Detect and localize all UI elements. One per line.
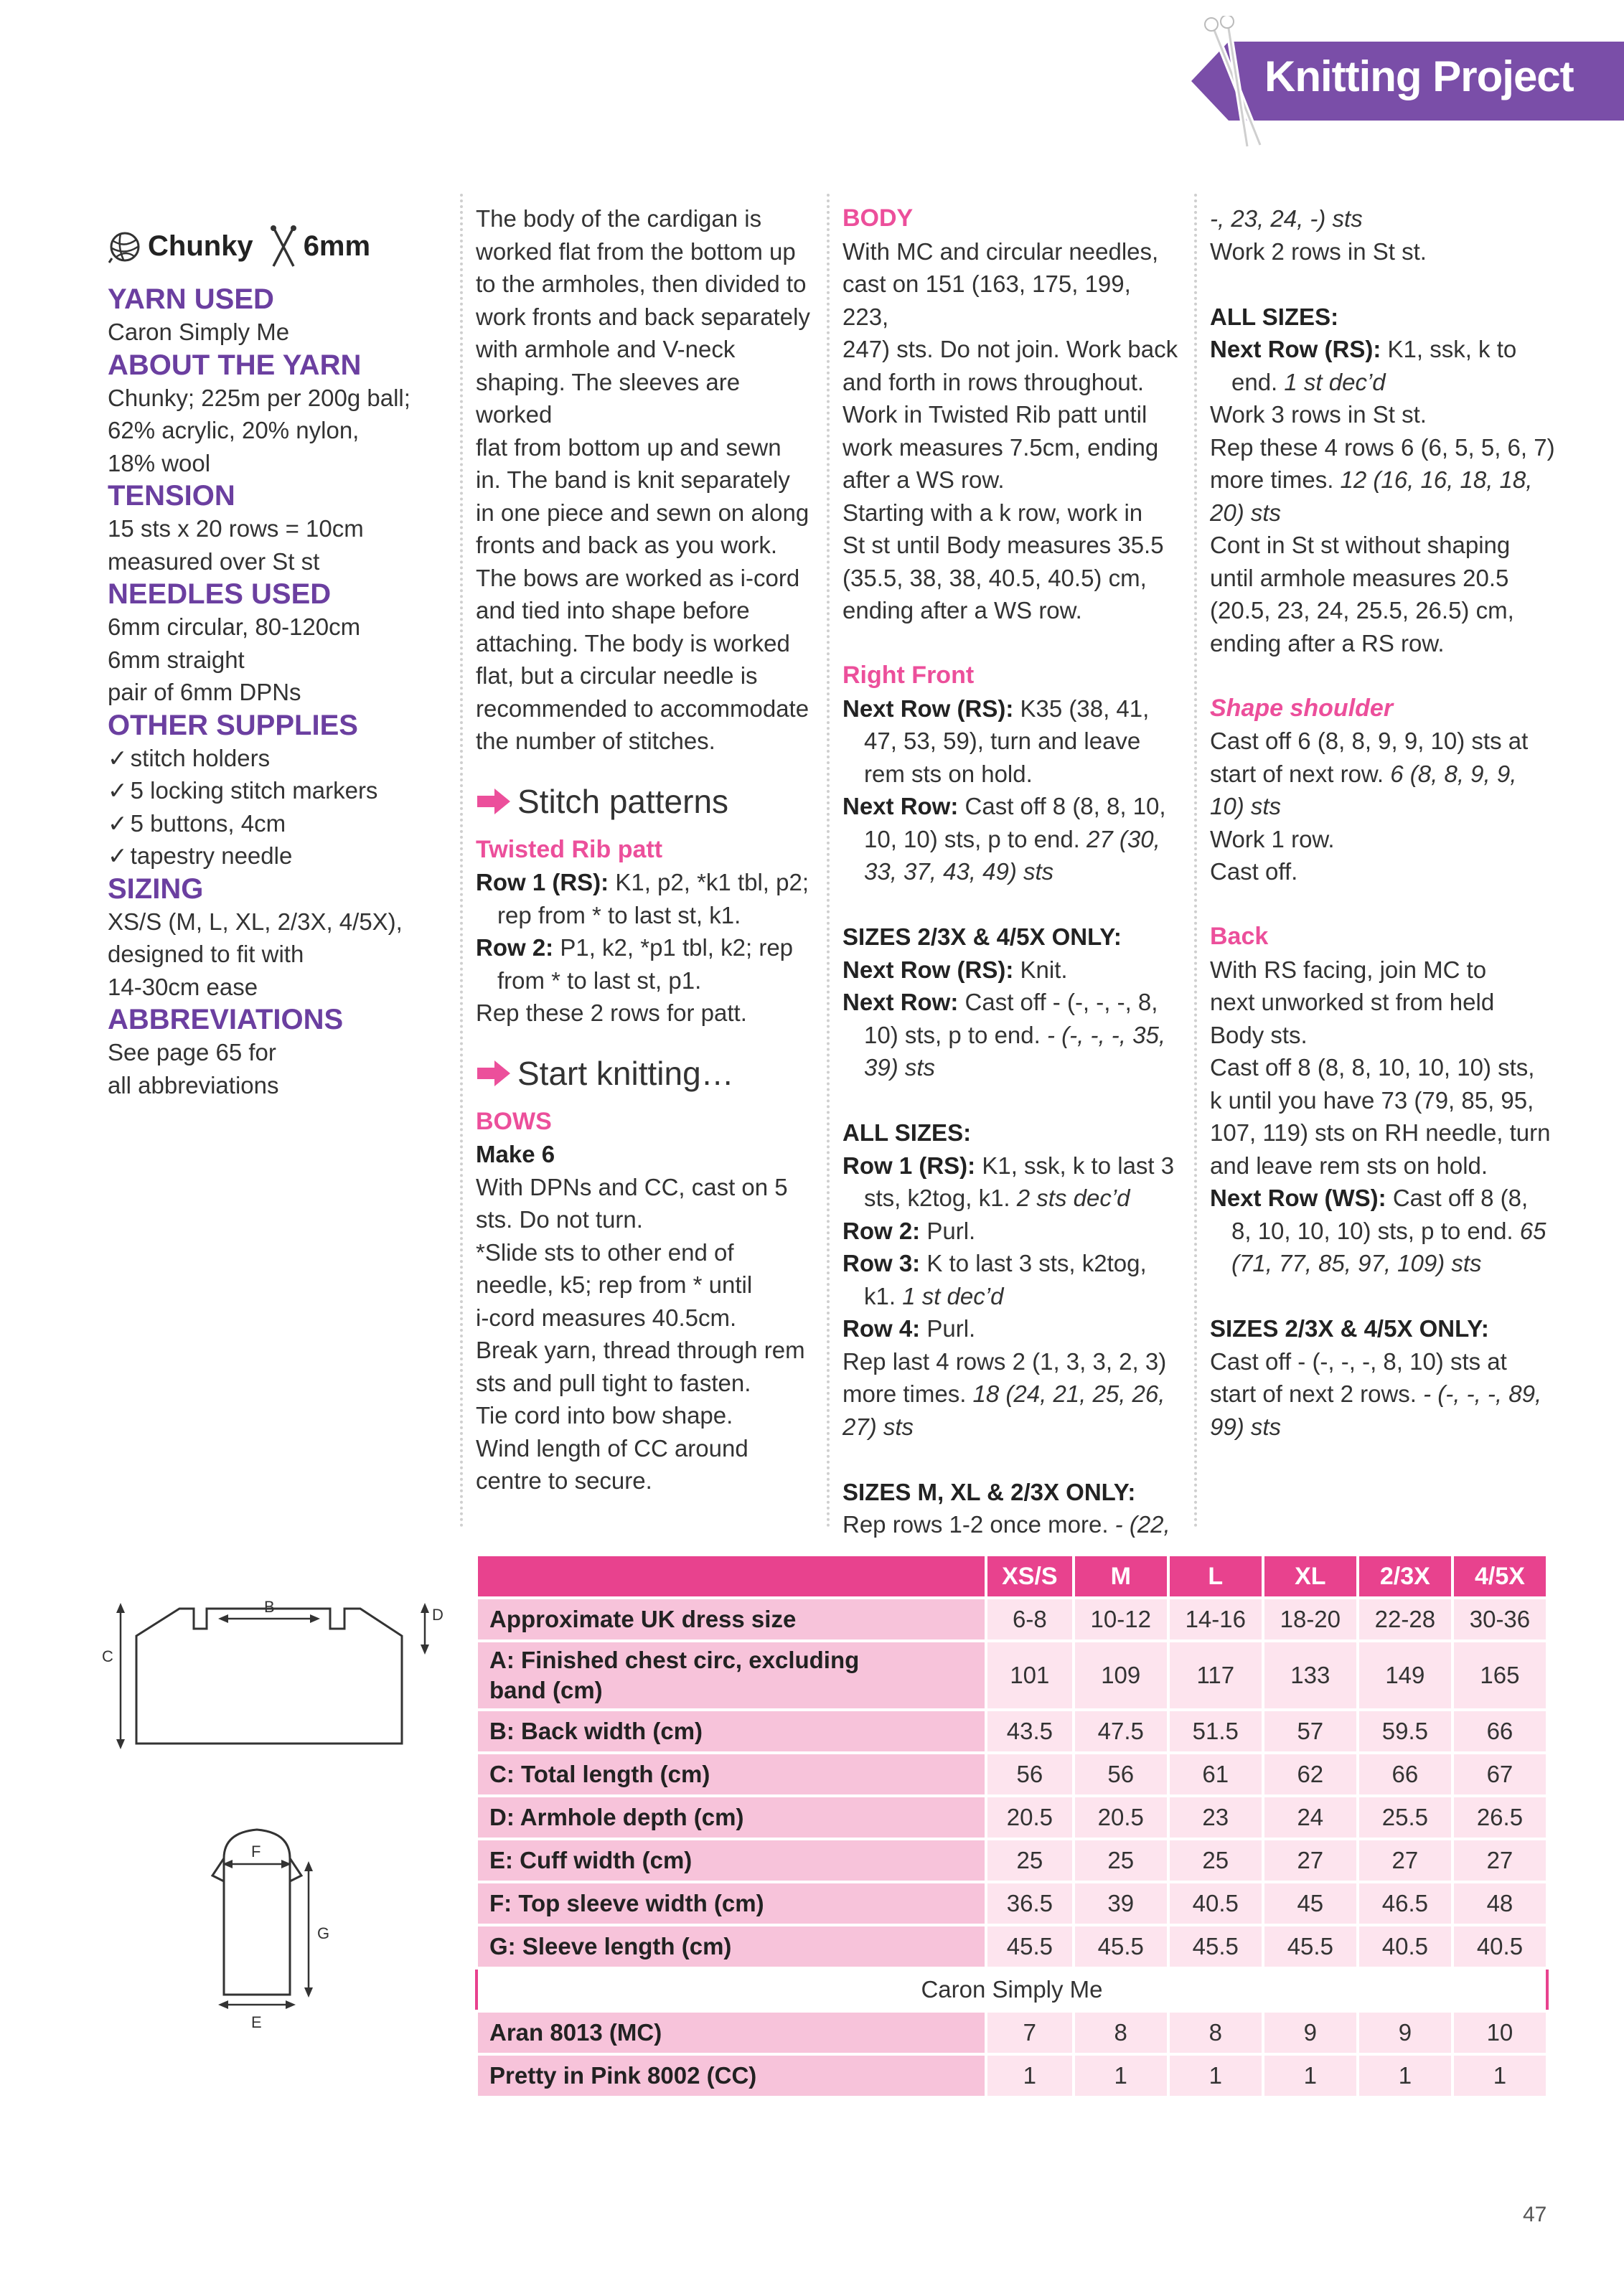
table-cell: 27 <box>1452 1839 1547 1882</box>
column-divider <box>460 194 463 1528</box>
body-line: and forth in rows throughout. <box>842 368 1145 395</box>
row-label: F: Top sleeve width (cm) <box>477 1882 986 1925</box>
bows-line: Tie cord into bow shape. <box>476 1402 733 1429</box>
intro-line: The bows are worked as i-cord <box>476 564 800 591</box>
table-row <box>477 1882 1547 1925</box>
size-table <box>475 1553 1549 2099</box>
row-instruction-cont: sts, k2tog, k1. 2 sts dec’d <box>864 1185 1130 1211</box>
intro-line: and tied into shape before <box>476 597 750 624</box>
bows-line: i-cord measures 40.5cm. <box>476 1304 737 1331</box>
table-cell: 45.5 <box>1074 1925 1168 1968</box>
shoulder-line: Cast off 6 (8, 8, 9, 9, 10) sts at <box>1210 728 1529 754</box>
sleeve-schematic <box>194 1815 366 2031</box>
back-line: k until you have 73 (79, 85, 95, <box>1210 1086 1534 1114</box>
bows-heading: BOWS <box>476 1107 552 1135</box>
diagram-label-f: F <box>251 1843 261 1860</box>
table-cell: 1 <box>1263 2054 1358 2097</box>
table-cell: 14-16 <box>1168 1598 1263 1641</box>
arrow-right-icon <box>476 1059 512 1088</box>
rep-line: 20) sts <box>1210 499 1282 526</box>
cont-line: until armhole measures 20.5 <box>1210 564 1509 591</box>
intro-line: worked flat from the bottom up <box>476 237 796 265</box>
size-header: XL <box>1263 1555 1358 1598</box>
table-cell: 10-12 <box>1074 1598 1168 1641</box>
row-instruction-cont: 47, 53, 59), turn and leave <box>864 728 1141 754</box>
table-cell: 1 <box>986 2054 1074 2097</box>
section-heading: SIZING <box>108 872 204 905</box>
bows-line: With DPNs and CC, cast on 5 <box>476 1173 788 1200</box>
table-cell: 40.5 <box>1358 1925 1452 1968</box>
intro-line: to the armholes, then divided to <box>476 270 807 297</box>
diagram-label-d: D <box>432 1606 443 1624</box>
bows-line: Wind length of CC around <box>476 1434 748 1462</box>
body-schematic <box>86 1550 459 1779</box>
column-divider <box>827 194 830 1528</box>
work-line: Work 1 row. <box>1210 825 1335 852</box>
section-heading: NEEDLES USED <box>108 578 332 610</box>
intro-line: recommended to accommodate <box>476 695 809 722</box>
sizing-line: designed to fit with <box>108 941 304 967</box>
body-line: (35.5, 38, 38, 40.5, 40.5) cm, <box>842 564 1147 591</box>
table-cell: 8 <box>1168 2011 1263 2054</box>
bows-line: sts and pull tight to fasten. <box>476 1369 751 1396</box>
bows-line: Break yarn, thread through rem <box>476 1337 805 1363</box>
diagram-label-c: C <box>102 1647 113 1665</box>
table-cell: 66 <box>1452 1710 1547 1753</box>
table-row <box>477 1598 1547 1641</box>
intro-line: attaching. The body is worked <box>476 629 790 657</box>
back-line: Body sts. <box>1210 1021 1308 1048</box>
abbrev-line: See page 65 for <box>108 1039 276 1065</box>
cont-line: (20.5, 23, 24, 25.5, 26.5) cm, <box>1210 597 1514 624</box>
table-cell: 56 <box>1074 1753 1168 1796</box>
about-yarn-line: Chunky; 225m per 200g ball; <box>108 384 410 411</box>
abbrev-line: all abbreviations <box>108 1071 279 1098</box>
table-cell: 43.5 <box>986 1710 1074 1753</box>
intro-line: with armhole and V-neck <box>476 336 736 362</box>
size-header: 4/5X <box>1452 1555 1547 1598</box>
table-cell: 40.5 <box>1452 1925 1547 1968</box>
check-icon: ✓ <box>108 777 128 804</box>
needles-line: 6mm circular, 80-120cm <box>108 613 361 640</box>
supply-item: ✓ stitch holders <box>108 744 271 771</box>
rep-line: 27) sts <box>842 1413 914 1440</box>
table-cell: 109 <box>1074 1641 1168 1710</box>
body-line: cast on 151 (163, 175, 199, 223, <box>842 270 1131 330</box>
intro-line: in one piece and sewn on along <box>476 499 809 526</box>
table-cell: 26.5 <box>1452 1796 1547 1839</box>
row-instruction-cont: end. 1 st dec’d <box>1231 368 1386 395</box>
intro-line: The body of the cardigan is <box>476 205 762 232</box>
section-heading: YARN USED <box>108 283 274 315</box>
table-row <box>477 1641 1547 1710</box>
cont-line: Cont in St st without shaping <box>1210 532 1511 558</box>
table-cell: 1 <box>1168 2054 1263 2097</box>
table-cell: 40.5 <box>1168 1882 1263 1925</box>
sizing-line: XS/S (M, L, XL, 2/3X, 4/5X), <box>108 908 403 935</box>
table-cell: 59.5 <box>1358 1710 1452 1753</box>
table-cell: 61 <box>1168 1753 1263 1796</box>
sizes-heading: SIZES 2/3X & 4/5X ONLY: <box>842 923 1122 950</box>
table-row <box>477 1753 1547 1796</box>
body-line: after a WS row. <box>842 466 1005 493</box>
rep-line: more times. 12 (16, 16, 18, 18, <box>1210 466 1533 493</box>
rep-patt: Rep these 2 rows for patt. <box>476 999 747 1026</box>
start-knitting-heading: Start knitting… <box>476 1051 812 1096</box>
row-instruction: Row 4: Purl. <box>842 1315 976 1342</box>
table-cell: 48 <box>1452 1882 1547 1925</box>
table-cell: 66 <box>1358 1753 1452 1796</box>
stitch-patterns-heading: Stitch patterns <box>476 779 812 824</box>
row-label: Approximate UK dress size <box>477 1598 986 1641</box>
table-cell: 30-36 <box>1452 1598 1547 1641</box>
table-row <box>477 2011 1547 2054</box>
row-instruction: Row 2: Purl. <box>842 1217 976 1244</box>
right-front-heading: Right Front <box>842 662 975 689</box>
diagram-label-b: B <box>264 1598 275 1616</box>
row-label: A: Finished chest circ, excluding band (cm) <box>477 1641 986 1710</box>
row-label: Pretty in Pink 8002 (CC) <box>477 2054 986 2097</box>
rep-line: more times. 18 (24, 21, 25, 26, <box>842 1380 1165 1407</box>
table-cell: 67 <box>1452 1753 1547 1796</box>
size-header: M <box>1074 1555 1168 1598</box>
sizing-line: 14-30cm ease <box>108 973 258 1000</box>
cont-line: ending after a RS row. <box>1210 629 1445 657</box>
diagram-label-g: G <box>317 1924 330 1942</box>
supply-item: ✓ tapestry needle <box>108 842 293 869</box>
body-line: Work in Twisted Rib patt until <box>842 401 1147 428</box>
rep-line: Rep rows 1-2 once more. - (22, <box>842 1511 1170 1538</box>
tension-line: 15 sts x 20 rows = 10cm <box>108 515 364 542</box>
row-instruction: Next Row: Cast off - (-, -, -, 8, <box>842 989 1158 1015</box>
table-header-row <box>477 1555 1547 1598</box>
work-line: Cast off. <box>1210 858 1298 885</box>
row-label: C: Total length (cm) <box>477 1753 986 1796</box>
row-instruction: Next Row (WS): Cast off 8 (8, <box>1210 1185 1529 1211</box>
table-cell: 9 <box>1263 2011 1358 2054</box>
arrow-right-icon <box>476 787 512 816</box>
sidebar-column <box>108 202 423 1101</box>
table-cell: 101 <box>986 1641 1074 1710</box>
sizes-line: Cast off - (-, -, -, 8, 10) sts at <box>1210 1347 1507 1375</box>
section-heading: ABBREVIATIONS <box>108 1004 344 1035</box>
intro-line: in. The band is knit separately <box>476 466 790 493</box>
intro-column <box>476 202 812 1497</box>
table-cell: 36.5 <box>986 1882 1074 1925</box>
section-heading: ABOUT THE YARN <box>108 349 362 381</box>
shape-shoulder-heading: Shape shoulder <box>1210 694 1394 722</box>
table-cell: 133 <box>1263 1641 1358 1710</box>
table-cell: 39 <box>1074 1882 1168 1925</box>
needles-icon <box>268 225 299 269</box>
row-instruction-cont: 39) sts <box>864 1054 936 1081</box>
body-line: St st until Body measures 35.5 <box>842 532 1164 558</box>
continued-line: -, 23, 24, -) sts <box>1210 205 1363 232</box>
table-cell: 45.5 <box>1168 1925 1263 1968</box>
row-instruction-cont: 10, 10) sts, p to end. 27 (30, <box>864 825 1160 852</box>
row-label: G: Sleeve length (cm) <box>477 1925 986 1968</box>
row-label: B: Back width (cm) <box>477 1710 986 1753</box>
work-line: Work 3 rows in St st. <box>1210 401 1427 428</box>
row-instruction: Next Row: Cast off 8 (8, 8, 10, <box>842 793 1166 819</box>
row-instruction: Row 2: P1, k2, *p1 tbl, k2; rep <box>476 934 794 961</box>
row-instruction-cont: 8, 10, 10, 10) sts, p to end. 65 <box>1231 1217 1546 1244</box>
table-corner <box>477 1555 986 1598</box>
intro-line: flat from bottom up and sewn <box>476 433 782 461</box>
table-row <box>477 1925 1547 1968</box>
check-icon: ✓ <box>108 744 128 771</box>
table-cell: 1 <box>1452 2054 1547 2097</box>
intro-line: flat, but a circular needle is <box>476 662 758 689</box>
work-line: Work 2 rows in St st. <box>1210 237 1427 265</box>
sizes-heading: SIZES M, XL & 2/3X ONLY: <box>842 1478 1136 1505</box>
intro-line: fronts and back as you work. <box>476 532 778 558</box>
all-sizes-heading: ALL SIZES: <box>842 1119 972 1146</box>
table-row <box>477 1710 1547 1753</box>
table-row <box>477 2054 1547 2097</box>
table-cell: 23 <box>1168 1796 1263 1839</box>
section-heading: TENSION <box>108 480 235 512</box>
table-row <box>477 1796 1547 1839</box>
body-line: work measures 7.5cm, ending <box>842 433 1159 461</box>
all-sizes-heading: ALL SIZES: <box>1210 303 1339 330</box>
table-cell: 25 <box>986 1839 1074 1882</box>
rep-line: Rep these 4 rows 6 (6, 5, 5, 6, 7) <box>1210 433 1555 461</box>
row-instruction: Next Row (RS): K1, ssk, k to <box>1210 336 1517 362</box>
table-row <box>477 1839 1547 1882</box>
sizes-line: 99) sts <box>1210 1413 1282 1440</box>
table-cell: 56 <box>986 1753 1074 1796</box>
table-cell: 117 <box>1168 1641 1263 1710</box>
table-cell: 51.5 <box>1168 1710 1263 1753</box>
row-instruction-cont: (71, 77, 85, 97, 109) sts <box>1231 1250 1482 1276</box>
bows-line: sts. Do not turn. <box>476 1206 643 1233</box>
about-yarn-line: 18% wool <box>108 449 211 476</box>
sizes-heading: SIZES 2/3X & 4/5X ONLY: <box>1210 1315 1489 1342</box>
body-line: Starting with a k row, work in <box>842 499 1143 526</box>
diagram-label-e: E <box>251 2013 262 2031</box>
table-cell: 27 <box>1263 1839 1358 1882</box>
twisted-rib-heading: Twisted Rib patt <box>476 835 663 863</box>
table-cell: 8 <box>1074 2011 1168 2054</box>
bows-line: needle, k5; rep from * until <box>476 1271 753 1298</box>
back-column <box>1210 202 1562 1443</box>
back-line: next unworked st from held <box>1210 989 1495 1015</box>
about-yarn-line: 62% acrylic, 20% nylon, <box>108 417 360 443</box>
supply-item: ✓ 5 locking stitch markers <box>108 777 378 804</box>
intro-line: work fronts and back separately <box>476 303 810 330</box>
table-cell: 165 <box>1452 1641 1547 1710</box>
table-cell: 9 <box>1358 2011 1452 2054</box>
table-cell: 45 <box>1263 1882 1358 1925</box>
table-cell: 1 <box>1358 2054 1452 2097</box>
table-cell: 22-28 <box>1358 1598 1452 1641</box>
body-line: With MC and circular needles, <box>842 237 1159 265</box>
shoulder-line: start of next row. 6 (8, 8, 9, 9, <box>1210 760 1517 787</box>
table-cell: 10 <box>1452 2011 1547 2054</box>
size-header: 2/3X <box>1358 1555 1452 1598</box>
table-cell: 46.5 <box>1358 1882 1452 1925</box>
size-header: L <box>1168 1555 1263 1598</box>
yarn-weight-row <box>108 225 423 268</box>
supply-item: ✓ 5 buttons, 4cm <box>108 809 286 837</box>
row-instruction-cont: k1. 1 st dec’d <box>864 1282 1004 1309</box>
table-cell: 20.5 <box>1074 1796 1168 1839</box>
table-cell: 47.5 <box>1074 1710 1168 1753</box>
table-cell: 20.5 <box>986 1796 1074 1839</box>
needles-line: 6mm straight <box>108 646 245 673</box>
row-instruction-cont: 10) sts, p to end. - (-, -, -, 35, <box>864 1021 1165 1048</box>
table-cell: 1 <box>1074 2054 1168 2097</box>
back-line: Cast off 8 (8, 8, 10, 10, 10) sts, <box>1210 1054 1535 1081</box>
row-instruction-cont: rep from * to last st, k1. <box>497 901 741 928</box>
back-heading: Back <box>1210 923 1269 950</box>
table-cell: 25 <box>1168 1839 1263 1882</box>
row-instruction-cont: from * to last st, p1. <box>497 966 702 994</box>
body-line: ending after a WS row. <box>842 597 1082 624</box>
yarn-used: Caron Simply Me <box>108 319 290 345</box>
needles-line: pair of 6mm DPNs <box>108 679 301 705</box>
rep-line: Rep last 4 rows 2 (1, 3, 3, 2, 3) <box>842 1347 1167 1375</box>
table-cell: 25 <box>1074 1839 1168 1882</box>
table-cell: 149 <box>1358 1641 1452 1710</box>
needle-size: 6mm <box>303 230 371 263</box>
size-header: XS/S <box>986 1555 1074 1598</box>
row-label: D: Armhole depth (cm) <box>477 1796 986 1839</box>
table-cell: 45.5 <box>986 1925 1074 1968</box>
check-icon: ✓ <box>108 809 128 837</box>
row-instruction: Row 3: K to last 3 sts, k2tog, <box>842 1250 1147 1276</box>
yarn-name-cell: Caron Simply Me <box>477 1968 1547 2011</box>
table-cell: 27 <box>1358 1839 1452 1882</box>
table-cell: 6-8 <box>986 1598 1074 1641</box>
sizes-line: start of next 2 rows. - (-, -, -, 89, <box>1210 1380 1542 1407</box>
back-line: and leave rem sts on hold. <box>1210 1152 1488 1179</box>
table-cell: 62 <box>1263 1753 1358 1796</box>
yarn-ball-icon <box>108 230 142 264</box>
intro-line: the number of stitches. <box>476 728 715 754</box>
row-instruction: Next Row (RS): K35 (38, 41, <box>842 695 1150 722</box>
intro-line: shaping. The sleeves are worked <box>476 368 741 428</box>
bows-line: *Slide sts to other end of <box>476 1238 734 1266</box>
body-line: 247) sts. Do not join. Work back <box>842 336 1178 362</box>
body-heading: BODY <box>842 204 914 232</box>
yarn-weight: Chunky <box>148 230 253 263</box>
body-column <box>842 202 1180 1541</box>
table-cell: 25.5 <box>1358 1796 1452 1839</box>
column-divider <box>1194 194 1197 1528</box>
row-instruction: Row 1 (RS): K1, p2, *k1 tbl, p2; <box>476 869 809 895</box>
table-cell: 45.5 <box>1263 1925 1358 1968</box>
back-line: 107, 119) sts on RH needle, turn <box>1210 1119 1551 1146</box>
row-instruction: Next Row (RS): Knit. <box>842 956 1068 983</box>
row-label: Aran 8013 (MC) <box>477 2011 986 2054</box>
tension-line: measured over St st <box>108 547 320 575</box>
yarn-name-row <box>477 1968 1547 2011</box>
section-heading: OTHER SUPPLIES <box>108 709 358 741</box>
table-cell: 7 <box>986 2011 1074 2054</box>
back-line: With RS facing, join MC to <box>1210 956 1487 983</box>
page-title: Knitting Project <box>1264 52 1574 100</box>
row-instruction: Row 1 (RS): K1, ssk, k to last 3 <box>842 1152 1175 1179</box>
bows-line: centre to secure. <box>476 1467 652 1494</box>
table-cell: 18-20 <box>1263 1598 1358 1641</box>
row-instruction-cont: 33, 37, 43, 49) sts <box>864 858 1054 885</box>
row-label: E: Cuff width (cm) <box>477 1839 986 1882</box>
table-cell: 24 <box>1263 1796 1358 1839</box>
page-number: 47 <box>1523 2203 1547 2226</box>
shoulder-line: 10) sts <box>1210 793 1282 819</box>
table-cell: 57 <box>1263 1710 1358 1753</box>
make-count: Make 6 <box>476 1141 555 1167</box>
check-icon: ✓ <box>108 842 128 869</box>
row-instruction-cont: rem sts on hold. <box>864 760 1033 787</box>
